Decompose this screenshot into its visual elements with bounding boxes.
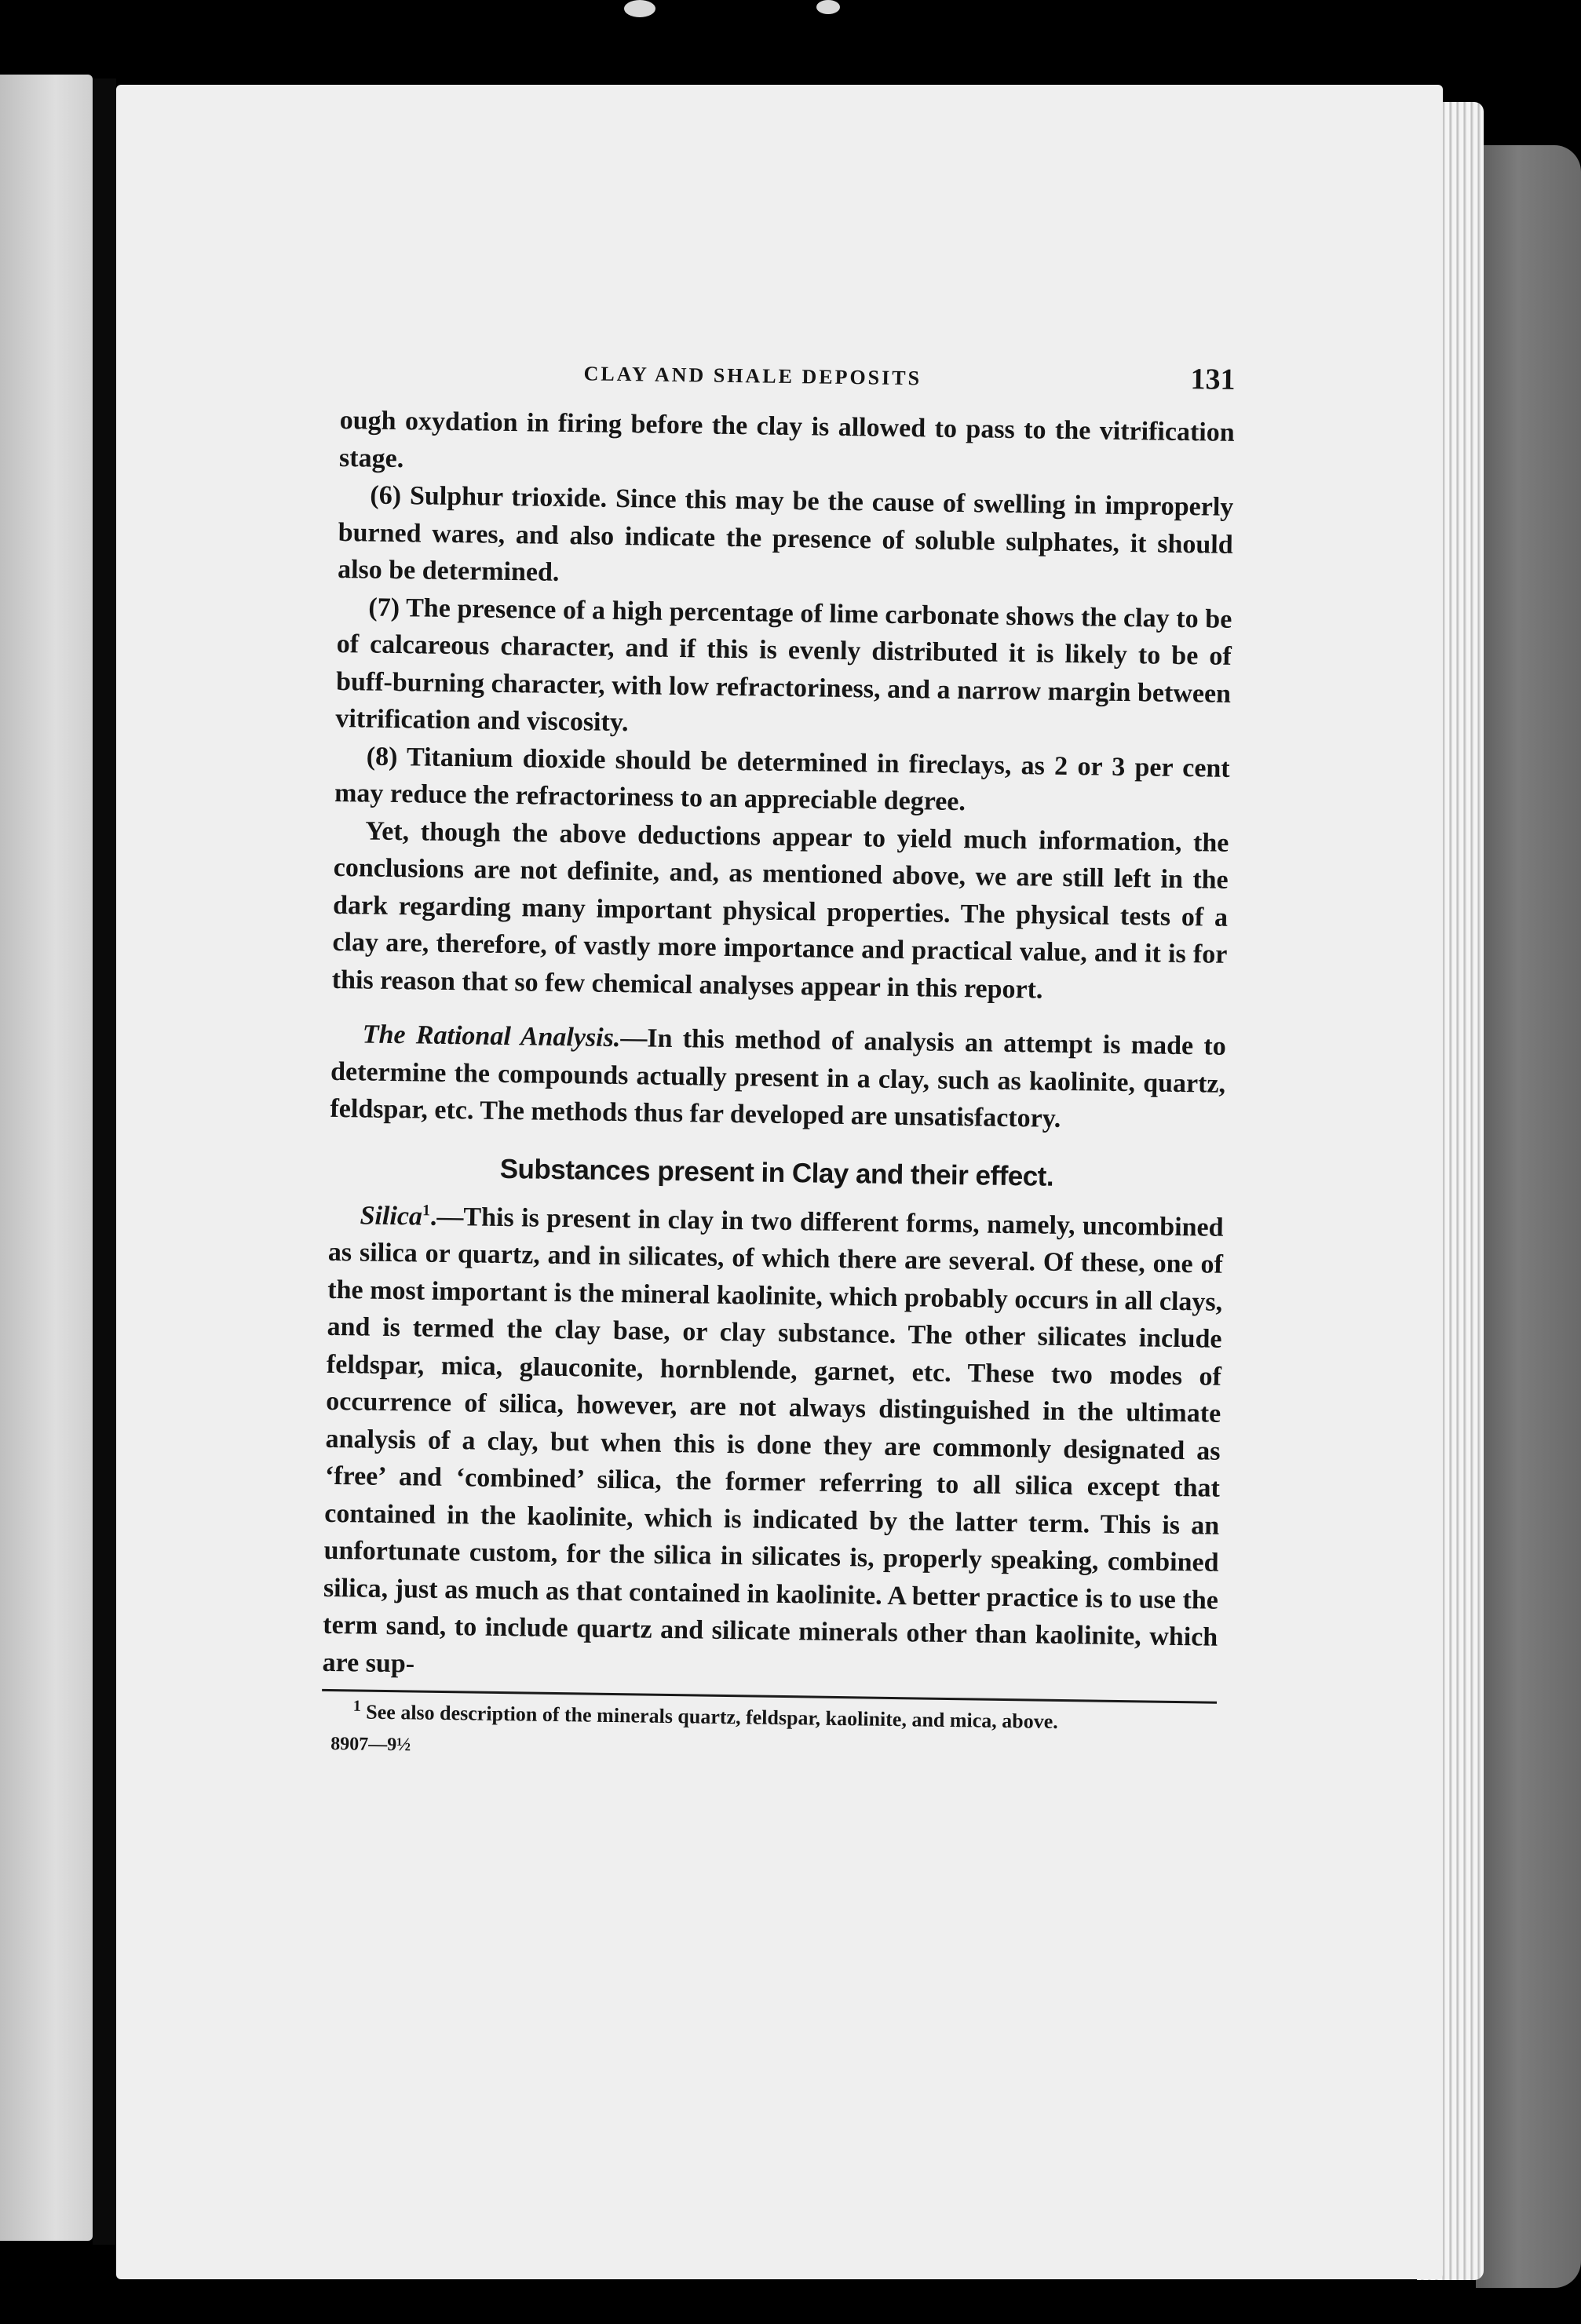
paragraph: ough oxydation in firing before the clay is allowed to pass to the vitrification stage. [338,405,1235,473]
running-head: CLAY AND SHALE DEPOSITS [583,362,922,390]
silica-text: .—This is present in clay in two different forms, namely, uncombined as silica or quartz, and in silicates, of which there are several. Of these, one of the most important is the mineral kaolinite, which probably occurs in all clays, and is termed the clay base, or clay substance. The other silicates include feldspar, mica, glauconite, hornblende, garnet, etc. These two modes of occurrence of silica, however, are not always distinguished in the ultimate analysis of a clay, but when this is done they are commonly designated as ‘free’ and ‘combined’ silica, the former referring to all silica except that contained in the kaolinite, which is indicated by the latter term. This is an unfortunate custom, for the silica in silicates is, properly speaking, combined silica, just as much as that contained in kaolinite. A better practice is to use the term sand, to include quartz and silicate minerals other than kaolinite, which are sup- [322,1202,1224,1678]
footnote-marker: 1 [422,1201,431,1219]
book-cover-edge [1476,145,1581,2288]
rational-analysis-paragraph [330,1016,1226,1140]
top-scrap [816,0,840,14]
footnote-text: See also description of the minerals quartz, feldspar, kaolinite, and mica, above. [366,1700,1058,1733]
footnote [322,1699,1217,1737]
section-heading: Substances present in Clay and their effect. [499,1153,1054,1192]
left-page-edge [0,75,93,2241]
book-gutter [93,78,116,2245]
rational-analysis-title: The Rational Analysis. [362,1020,621,1053]
footnote-number: 1 [352,1697,362,1715]
silica-paragraph [322,1196,1224,1693]
page-number: 131 [1190,363,1236,396]
paragraph: (8) Titanium dioxide should be determined in fireclays, as 2 or 3 per cent may reduce the refractoriness to an appreciable degree. [334,742,1230,817]
page-header [583,353,1236,397]
silica-term: Silica [360,1200,423,1231]
printer-signature: 8907—9½ [330,1733,411,1756]
rational-analysis-text: —In this method of analysis an attempt is made to determine the compounds actually present in a clay, such as kaolinite, quartz, feldspar, etc. The methods thus far developed are unsatisfactory. [330,1023,1226,1133]
paragraph: Yet, though the above deductions appear to yield much information, the conclusions are not definite, and, as mentioned above, we are still left in the dark regarding many important physical properties. The physical tests of a clay are, therefore, of vastly more importance and practical value, and it is for this reason that so few chemical analyses appear in this report. [331,816,1229,1005]
book-page [116,85,1443,2279]
page-text-block [321,350,1236,1768]
paragraph: (6) Sulphur trioxide. Since this may be the cause of swelling in improperly burned wares, and also indicate the presence of soluble sulphates, it should also be determined. [337,480,1234,587]
paragraph: (7) The presence of a high percentage of lime carbonate shows the clay to be of calcareous character, and if this is evenly distributed it is likely to be of buff-burning character, with low refractoriness, and a narrow margin between vitrification and viscosity. [335,593,1232,738]
top-scrap [624,0,655,17]
